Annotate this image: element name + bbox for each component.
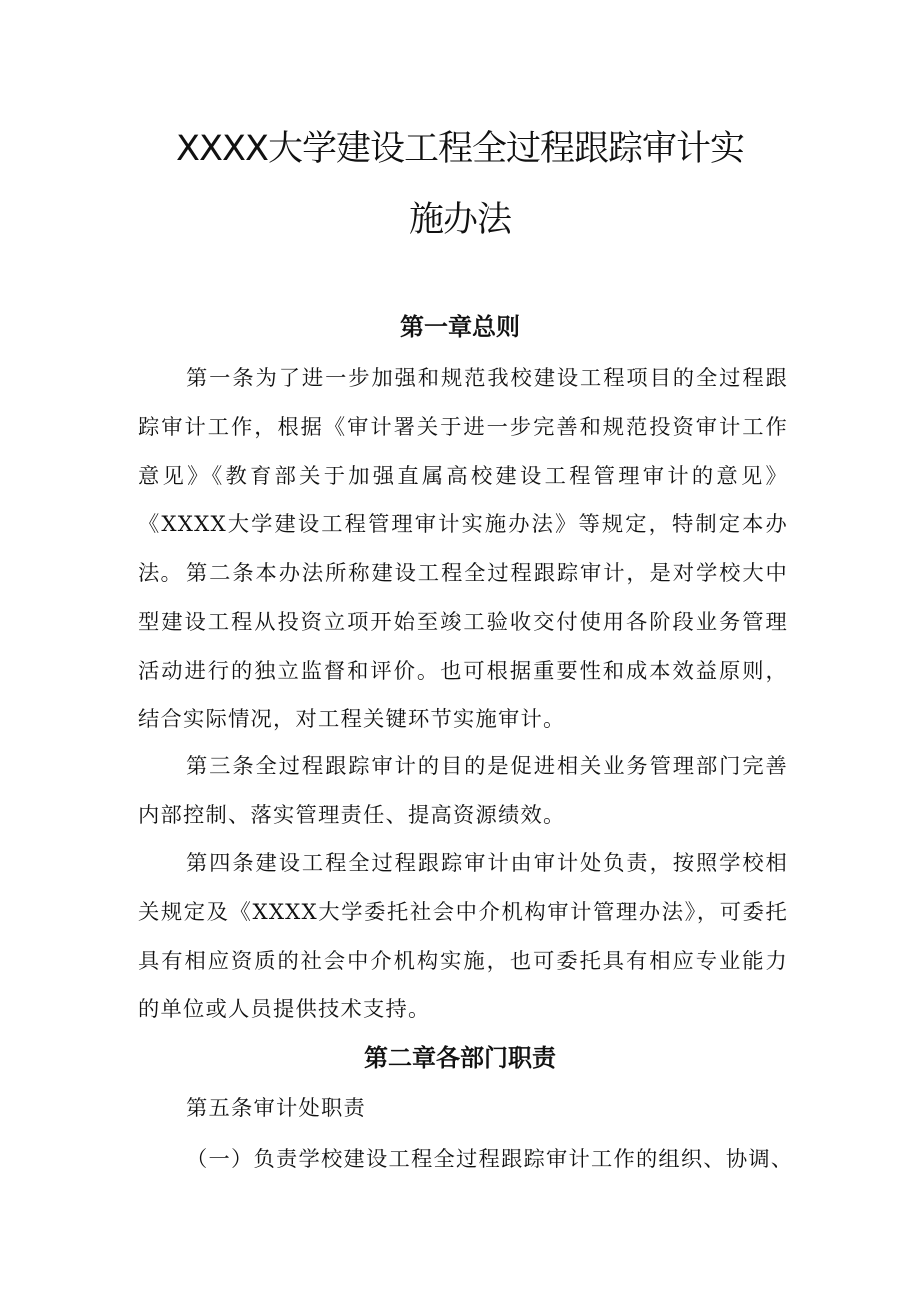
article-1-paragraph: 第一条为了进一步加强和规范我校建设工程项目的全过程跟踪审计工作，根据《审计署关于进一步完善和规范投资审计工作意见》《教育部关于加强直属高校建设工程管理审计的意见》《XXXX大学建设工程管理审计实施办法》等规定，特制定本办法。 (138, 366, 788, 587)
article-4-paragraph: 第四条建设工程全过程跟踪审计由审计处负责，按照学校相关规定及《XXXX大学委托社会中介机构审计管理办法》，可委托具有相应资质的社会中介机构实施，也可委托具有相应专业能力的单位或人员提供技术支持。 (138, 851, 788, 1023)
chapter-1-heading: 第一章总则 (400, 313, 520, 341)
article-5-item-1: （一）负责学校建设工程全过程跟踪审计工作的组织、协调、 (186, 1147, 794, 1172)
article-2-paragraph: 第二条本办法所称建设工程全过程跟踪审计，是对学校大中型建设工程从投资立项开始至竣工验收交付使用各阶段业务管理活动进行的独立监督和评价。也可根据重要性和成本效益原则，结合实际情况，对工程关键环节实施审计。 (138, 561, 788, 733)
document-title-line-2: 施办法 (408, 200, 511, 240)
document-title-line-1: XXXX大学建设工程全过程跟踪审计实 (176, 129, 744, 169)
article-3-paragraph: 第三条全过程跟踪审计的目的是促进相关业务管理部门完善内部控制、落实管理责任、提高资源绩效。 (138, 754, 788, 828)
chapter-2-heading: 第二章各部门职责 (364, 1044, 556, 1072)
article-5-heading: 第五条审计处职责 (186, 1096, 366, 1121)
